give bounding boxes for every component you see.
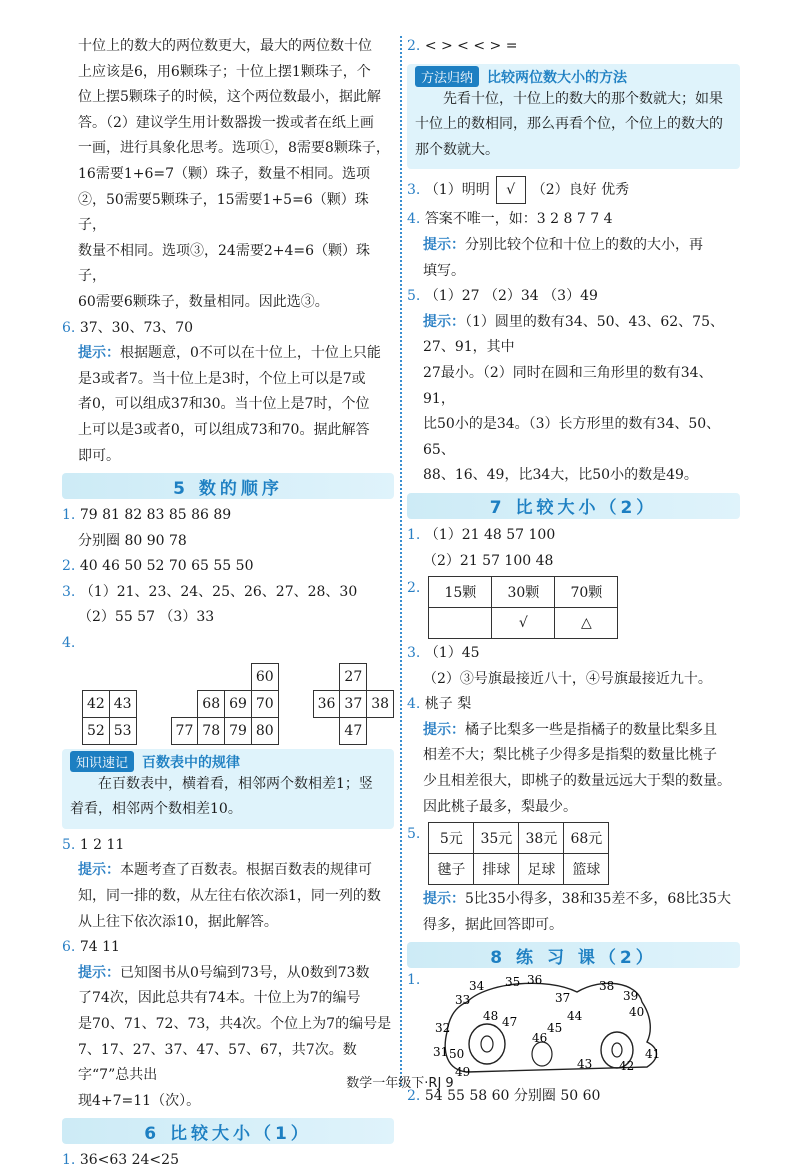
- text-line: 位上摆5颗珠子的时候，这个两位数最小，据此解: [78, 89, 381, 106]
- text-line: 十位上的数大的两位数更大，最大的两位数十位: [78, 38, 372, 54]
- dot-label: 48: [483, 1009, 499, 1024]
- dot-label: 36: [527, 973, 543, 988]
- question-number: 2.: [407, 1088, 421, 1105]
- dot-label: 44: [567, 1009, 583, 1024]
- answer: （2）良好 优秀: [531, 182, 630, 199]
- grid-cell: 60: [251, 663, 278, 690]
- dot-label: 31: [433, 1045, 449, 1060]
- hint-text: 现4+7=11（次）。: [78, 1092, 201, 1109]
- dot-label: 38: [599, 979, 615, 994]
- table-header: 5元: [429, 823, 474, 854]
- hint-text: 知，同一排的数，从左往右依次添1，同一列的数: [78, 888, 381, 905]
- dot-label: 39: [623, 989, 639, 1004]
- dot-label: 45: [547, 1021, 563, 1036]
- table-header: 15颗: [429, 577, 492, 608]
- grid-cell: 80: [251, 717, 278, 744]
- question-number: 6.: [62, 939, 76, 956]
- answer: 1 2 11: [79, 836, 125, 853]
- method-text: 那个数就大。: [415, 141, 499, 158]
- question-number: 1.: [407, 972, 421, 989]
- text-line: 60需要6颗珠子，数量相同。因此选③。: [78, 293, 329, 310]
- hint-text: 相差不大；梨比桃子少得多是指梨的数量比桃子: [423, 747, 717, 764]
- s5-question-2: [62, 554, 394, 580]
- s5-question-1: [62, 503, 394, 529]
- text-line: 答。（2）建议学生用计数器拨一拨或者在纸上画: [78, 114, 374, 131]
- s7-question-5: [407, 822, 740, 885]
- answer: （1）明明: [424, 182, 490, 199]
- question-4: [407, 207, 740, 233]
- hint-text: （1）圆里的数有34、50、43、62、75、27、91，其中: [423, 313, 724, 356]
- question-number: 5.: [407, 288, 421, 305]
- grid-1: [82, 690, 137, 745]
- question-number: 1.: [62, 1152, 76, 1169]
- answer: 74 11: [79, 939, 120, 956]
- grid-3: [313, 663, 394, 745]
- dot-label: 32: [435, 1021, 451, 1036]
- dot-label: 41: [645, 1047, 661, 1062]
- method-tag: 方法归纳: [415, 66, 479, 87]
- knowledge-text: 着看，相邻两个数相差10。: [70, 801, 242, 818]
- table-cell: 足球: [519, 854, 564, 885]
- answer: （1）21、23、24、25、26、27、28、30: [79, 583, 358, 600]
- hint-label: 提示：: [78, 862, 120, 879]
- text-line: 一画，进行具象化思考。选项①，8需要8颗珠子，: [78, 140, 390, 157]
- dot-label: 40: [629, 1005, 645, 1020]
- s7-question-4: [407, 692, 740, 718]
- hint-block: [62, 341, 394, 469]
- knowledge-tag: 知识速记: [70, 751, 134, 772]
- intro-text: [62, 34, 394, 316]
- s7-question-2: [407, 576, 740, 639]
- hint-text: 即可。: [78, 447, 120, 464]
- table-header: 35元: [474, 823, 519, 854]
- grid-cell: 69: [225, 690, 252, 717]
- hint-text: 因此桃子最多，梨最少。: [423, 798, 577, 815]
- s5-question-5: [62, 833, 394, 859]
- s6-question-1: [62, 1148, 394, 1174]
- answer: （1）45: [424, 645, 480, 662]
- grid-cell: 70: [251, 690, 278, 717]
- grid-cell: 36: [313, 690, 340, 717]
- answer: 40 46 50 52 70 65 55 50: [79, 558, 254, 575]
- section-header-7: 7 比较大小（2）: [407, 493, 740, 519]
- dot-to-dot-car: [427, 972, 727, 1084]
- question-2: [407, 34, 740, 60]
- left-column: [62, 34, 394, 1174]
- question-number: 1.: [407, 526, 421, 543]
- candy-table: [428, 576, 618, 639]
- s7-question-3: [407, 641, 740, 667]
- answer-extra: （2）55 57 （3）33: [78, 609, 215, 626]
- hint-text: 根据题意，0不可以在十位上，十位上只能: [120, 345, 381, 362]
- hint-block: [407, 233, 740, 284]
- hint-block: [62, 858, 394, 935]
- grid-cell: 38: [367, 690, 394, 717]
- dot-label: 42: [619, 1059, 635, 1074]
- answer: 桃子 梨: [424, 696, 472, 713]
- hint-block: [407, 718, 740, 820]
- hint-label: 提示：: [423, 236, 465, 253]
- method-title: 比较两位数大小的方法: [487, 69, 628, 86]
- hundred-grids: [62, 659, 394, 745]
- table-cell: [429, 608, 492, 639]
- question-number: 4.: [407, 696, 421, 713]
- hint-text: 得多，据此回答即可。: [423, 916, 563, 933]
- answer: 79 81 82 83 85 86 89: [79, 507, 232, 524]
- hint-text: 本题考查了百数表。根据百数表的规律可: [120, 862, 372, 879]
- hint-text: 是3或者7。当十位上是3时，个位上可以是7或: [78, 370, 366, 387]
- grid-cell: 79: [225, 717, 252, 744]
- hint-label: 提示：: [423, 721, 465, 738]
- grid-cell: 43: [109, 690, 136, 717]
- answer: （1）21 48 57 100: [424, 526, 556, 543]
- grid-2: [171, 663, 279, 745]
- grid-cell: 77: [171, 717, 198, 744]
- dot-labels: [433, 973, 660, 1079]
- hint-text: 7、17、27、37、47、57、67，共7次。数字“7”总共出: [78, 1041, 357, 1084]
- answer: 54 55 58 60 分别圈 50 60: [424, 1088, 601, 1105]
- hint-text: 从上往下依次添10，据此解答。: [78, 913, 278, 930]
- question-6: [62, 316, 394, 342]
- hint-text: 少且相差很大，即桃子的数量远远大于梨的数量。: [423, 773, 731, 790]
- method-text: 十位上的数相同，那么再看个位，个位上的数大的: [415, 116, 723, 133]
- dot-label: 49: [455, 1065, 471, 1080]
- knowledge-title: 百数表中的规律: [142, 754, 241, 771]
- grid-cell: 53: [109, 717, 136, 744]
- dot-label: 33: [455, 993, 471, 1008]
- hint-text: 已知图书从0号编到73号，从0数到73数: [120, 964, 370, 981]
- section-header-6: 6 比较大小（1）: [62, 1118, 394, 1144]
- price-table: [428, 822, 609, 885]
- answer: 答案不唯一，如：3 2 8 7 7 4: [424, 211, 613, 228]
- table-header: 70颗: [555, 577, 618, 608]
- question-number: 3.: [407, 182, 421, 199]
- hint-block: [407, 310, 740, 489]
- s8-question-1: [407, 972, 740, 1084]
- dot-label: 43: [577, 1057, 593, 1072]
- table-header: 68元: [564, 823, 609, 854]
- question-number: 2.: [407, 580, 421, 597]
- table-header: 30颗: [492, 577, 555, 608]
- dot-label: 37: [555, 991, 571, 1006]
- section-header-5: 5 数的顺序: [62, 473, 394, 499]
- hint-text: 5比35小得多，38和35差不多，68比35大: [465, 891, 731, 908]
- check-box: √: [496, 176, 526, 204]
- right-column: [407, 34, 740, 1110]
- question-number: 5.: [62, 836, 76, 853]
- knowledge-text: 在百数表中，横着看，相邻两个数相差1；竖: [98, 775, 373, 792]
- question-number: 6.: [62, 319, 76, 336]
- dot-label: 47: [502, 1015, 518, 1030]
- hub-right: [612, 1043, 622, 1057]
- section-header-8: 8 练 习 课（2）: [407, 942, 740, 968]
- dot-label: 34: [469, 979, 485, 994]
- question-number: 3.: [407, 645, 421, 662]
- question-number: 4.: [407, 211, 421, 228]
- car-window: [532, 1042, 552, 1066]
- table-cell: 毽子: [429, 854, 474, 885]
- grid-cell: 52: [83, 717, 110, 744]
- table-header: 38元: [519, 823, 564, 854]
- question-number: 2.: [407, 38, 421, 54]
- table-cell: △: [555, 608, 618, 639]
- hub-left: [481, 1036, 493, 1052]
- text-line: 数量不相同。选项③，24需要2+4=6（颗）珠子，: [78, 242, 370, 285]
- knowledge-box: [62, 749, 394, 829]
- text-line: ②，50需要5颗珠子，15需要1+5=6（颗）珠子，: [78, 191, 369, 234]
- hint-label: 提示：: [423, 891, 465, 908]
- s5-question-4: [62, 631, 394, 657]
- question-number: 1.: [62, 507, 76, 524]
- answer-extra: （2）③号旗最接近八十，④号旗最接近九十。: [423, 670, 712, 687]
- hint-label: 提示：: [423, 313, 465, 330]
- wheel-left: [469, 1024, 505, 1064]
- hint-text: 是70、71、72、73，共4次。个位上为7的编号是: [78, 1016, 392, 1032]
- text-line: 上应该是6，用6颗珠子；十位上摆1颗珠子，个: [78, 63, 371, 80]
- table-cell: √: [492, 608, 555, 639]
- hint-text: 了74次，因此总共有74本。十位上为7的编号: [78, 990, 361, 1007]
- table-cell: 排球: [474, 854, 519, 885]
- method-box: [407, 64, 740, 170]
- answer: < > < < > =: [424, 38, 518, 54]
- grid-cell: 78: [198, 717, 225, 744]
- table-cell: 篮球: [564, 854, 609, 885]
- hint-block: [62, 961, 394, 1115]
- dot-label: 50: [449, 1047, 465, 1062]
- answer-extra: （2）21 57 100 48: [423, 552, 554, 569]
- answer: 37、30、73、70: [79, 319, 194, 336]
- question-number: 4.: [62, 635, 76, 652]
- question-number: 2.: [62, 558, 76, 575]
- dot-label: 35: [505, 975, 521, 990]
- s5-question-3: [62, 580, 394, 606]
- hint-text: 88、16、49，比34大，比50小的数是49。: [423, 467, 698, 484]
- s5-question-6: [62, 935, 394, 961]
- text-line: 16需要1+6=7（颗）珠子，数量不相同。选项: [78, 165, 370, 182]
- grid-cell: 37: [340, 690, 367, 717]
- hint-label: 提示：: [78, 345, 120, 362]
- column-divider: [400, 36, 402, 1086]
- hint-text: 比50小的是34。（3）长方形里的数有34、50、65、: [423, 416, 721, 458]
- grid-cell: 68: [198, 690, 225, 717]
- answer: （1）27 （2）34 （3）49: [424, 288, 598, 305]
- page-footer: 数学一年级下·RJ 9: [346, 1076, 454, 1091]
- hint-text: 27最小。（2）同时在圆和三角形里的数有34、91，: [423, 364, 713, 407]
- hint-text: 填写。: [423, 262, 465, 279]
- question-number: 3.: [62, 583, 76, 600]
- question-5: [407, 284, 740, 310]
- question-3: [407, 173, 740, 207]
- hint-text: 上可以是3或者0，可以组成73和70。据此解答: [78, 421, 370, 438]
- question-number: 5.: [407, 826, 421, 843]
- hint-block: [407, 887, 740, 938]
- hint-text: 者0，可以组成37和30。当十位上是7时，个位: [78, 396, 370, 413]
- answer-extra: 分别圈 80 90 78: [78, 532, 187, 549]
- answer: 36<63 24<25: [79, 1152, 179, 1169]
- hint-label: 提示：: [78, 964, 120, 981]
- grid-cell: 47: [340, 717, 367, 744]
- hint-text: 橘子比梨多一些是指橘子的数量比梨多且: [465, 721, 717, 738]
- dot-label: 46: [532, 1031, 548, 1046]
- hint-text: 分别比较个位和十位上的数的大小，再: [465, 236, 703, 253]
- grid-cell: 42: [83, 690, 110, 717]
- method-text: 先看十位，十位上的数大的那个数就大；如果: [443, 90, 723, 107]
- s7-question-1: [407, 523, 740, 549]
- grid-cell: 27: [340, 663, 367, 690]
